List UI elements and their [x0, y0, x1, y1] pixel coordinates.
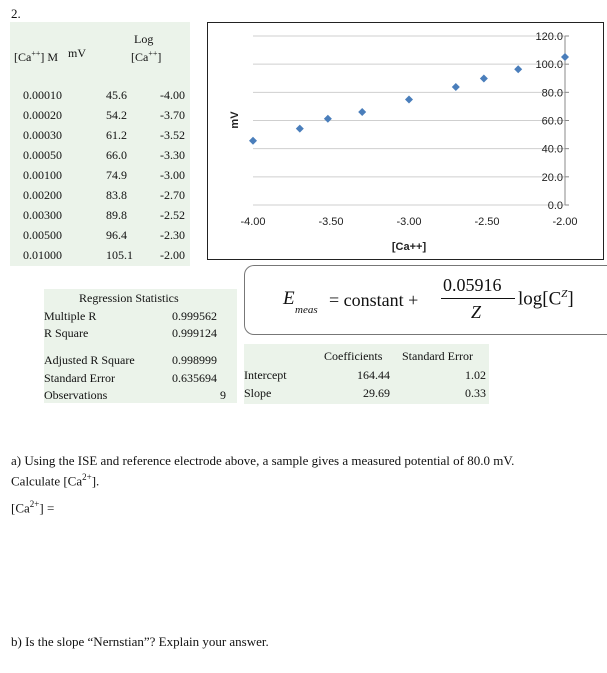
chart-axes: [565, 36, 569, 205]
coef-header: Coefficients: [324, 349, 383, 363]
table-row: 0.00030 61.2 -3.52: [23, 128, 185, 142]
reg-label: Observations: [44, 388, 108, 402]
table-row: 0.00300 89.8 -2.52: [23, 208, 185, 222]
chart-svg: [208, 23, 602, 258]
question-a: [11, 452, 601, 489]
se-value: 0.33: [465, 386, 486, 400]
data-point: [296, 125, 304, 133]
coefficients-table: [244, 344, 489, 404]
x-tick-label: -2.50: [474, 216, 500, 228]
table-row: 0.00500 96.4 -2.30: [23, 228, 185, 242]
x-tick-label: -2.00: [552, 216, 578, 228]
y-tick-label: 0.0: [547, 200, 563, 212]
header-concentration: [Ca++] M: [14, 49, 59, 64]
coef-value: 164.44: [357, 368, 390, 382]
chart-points: [249, 53, 569, 145]
reg-label: Multiple R: [44, 309, 97, 323]
regression-title: Regression Statistics: [79, 291, 179, 305]
reg-label: Standard Error: [44, 371, 115, 385]
table-row: 0.01000 105.1 -2.00: [23, 248, 185, 262]
reg-value: 0.999562: [172, 309, 217, 323]
chart-tick-labels: [240, 31, 577, 228]
nernst-equation: [244, 265, 607, 335]
data-point: [480, 75, 488, 83]
x-tick-label: -3.50: [318, 216, 344, 228]
coef-value: 29.69: [363, 386, 390, 400]
fraction-bar: [441, 298, 515, 299]
data-point: [452, 83, 460, 91]
table-row: 0.00050 66.0 -3.30: [23, 148, 185, 162]
data-point: [324, 115, 332, 123]
coef-row-label: Slope: [244, 386, 272, 400]
table-row: 0.00100 74.9 -3.00: [23, 168, 185, 182]
data-point: [249, 137, 257, 145]
answer-line-a: $[Ca^{2+}]$ =: [11, 499, 55, 516]
header-log-line2: [Ca++]: [131, 49, 162, 64]
question-b: b) Is the slope “Nernstian”? Explain your answer.: [11, 634, 269, 649]
table-row: 0.00010 45.6 -4.00: [23, 88, 185, 102]
data-point: [514, 65, 522, 73]
y-tick-label: 80.0: [541, 87, 563, 100]
reg-label: Adjusted R Square: [44, 353, 135, 367]
reg-value: 0.999124: [172, 326, 217, 340]
data-point: [358, 108, 366, 116]
se-value: 1.02: [465, 368, 486, 382]
y-axis-label: mV: [229, 111, 241, 129]
data-point: [405, 96, 413, 104]
x-tick-label: -4.00: [240, 216, 266, 228]
x-axis-label: [Ca++]: [391, 241, 427, 253]
equation-log: $\log[C^Z]$: [518, 288, 574, 310]
data-table: [10, 22, 190, 266]
y-tick-label: 100.0: [535, 59, 563, 72]
y-tick-label: 60.0: [541, 115, 563, 128]
chart-gridlines: [253, 36, 565, 205]
se-header: Standard Error: [402, 349, 473, 363]
question-a-line1: a) Using the ISE and reference electrode above, a sample gives a measured potential of 80.0 mV.: [11, 453, 515, 468]
reg-label: R Square: [44, 326, 89, 340]
equation-denominator: Z: [471, 302, 482, 322]
question-a-line2: Calculate $[Ca^{2+}]$.: [11, 472, 100, 489]
equation-numerator: 0.05916: [443, 275, 502, 295]
y-tick-label: 40.0: [541, 143, 563, 156]
regression-statistics: [44, 289, 237, 403]
table-row: 0.00200 83.8 -2.70: [23, 188, 185, 202]
table-row: 0.00020 54.2 -3.70: [23, 108, 185, 122]
reg-value: 0.998999: [172, 353, 217, 367]
header-log-line1: Log: [134, 32, 154, 46]
reg-value: 9: [220, 388, 226, 402]
equation-mid: = constant +: [329, 290, 419, 310]
header-mv: mV: [68, 46, 86, 60]
scatter-chart: [207, 22, 604, 260]
equation-e: E: [283, 288, 295, 309]
equation-sub: meas: [295, 304, 318, 316]
x-tick-label: -3.00: [396, 216, 422, 228]
problem-number: 2.: [11, 6, 21, 21]
coef-row-label: Intercept: [244, 368, 287, 382]
y-tick-label: 20.0: [541, 171, 563, 184]
reg-value: 0.635694: [172, 371, 217, 385]
y-tick-label: 120.0: [535, 31, 563, 43]
